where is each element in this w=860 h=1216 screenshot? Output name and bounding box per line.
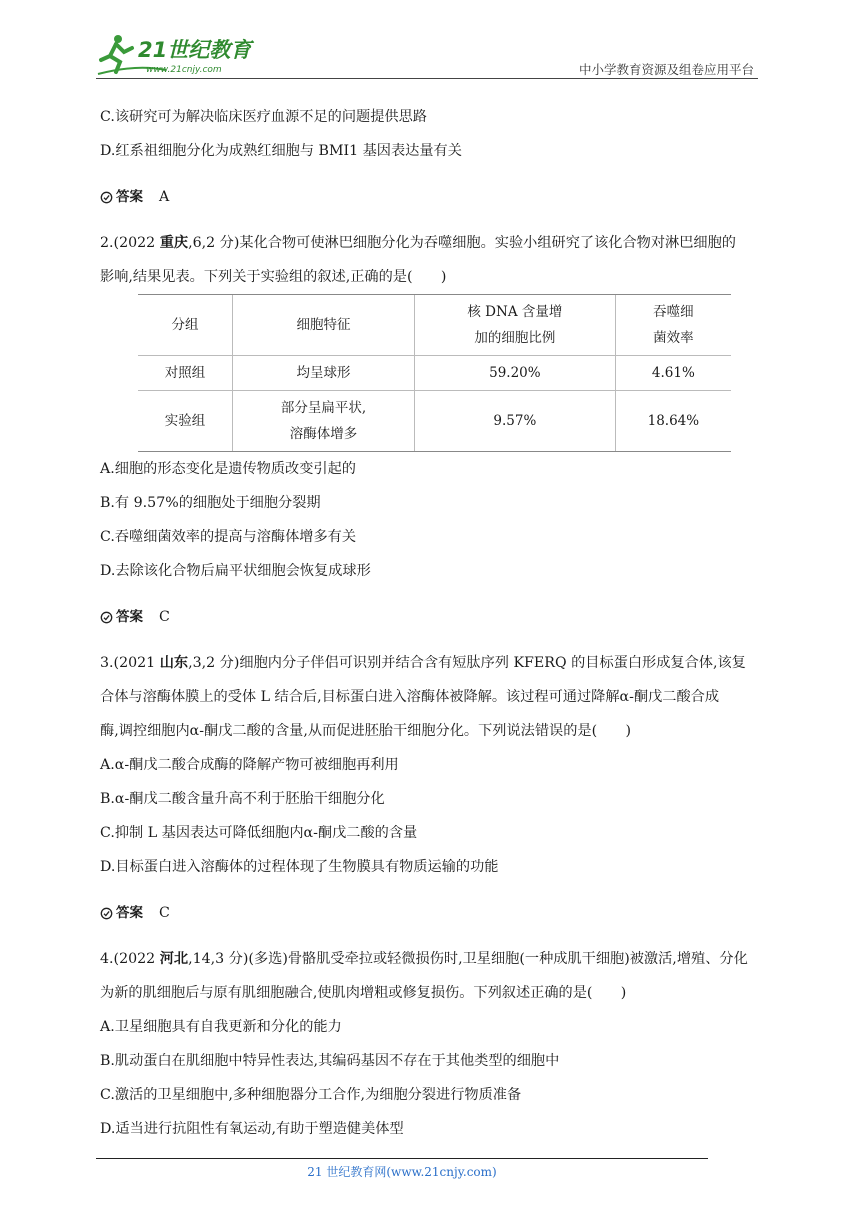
th-group: 分组 xyxy=(138,295,233,356)
q2-prefix: 2.(2022 xyxy=(100,235,160,251)
footer-divider xyxy=(96,1158,708,1159)
th-dna-ratio: 核 DNA 含量增 加的细胞比例 xyxy=(415,295,616,356)
q2-source-rest: ,6,2 分)某化合物可使淋巴细胞分化为吞噬细胞。实验小组研究了该化合物对淋巴细胞的 xyxy=(188,235,736,251)
q2-option-d: D.去除该化合物后扁平状细胞会恢复成球形 xyxy=(100,563,371,579)
q4-prefix: 4.(2022 xyxy=(100,951,160,967)
q2-result-table xyxy=(138,294,731,452)
answer-value: C xyxy=(159,609,170,625)
q4-source-rest: ,14,3 分)(多选)骨骼肌受牵拉或轻微损伤时,卫星细胞(一种成肌干细胞)被激活,增殖、分化 xyxy=(188,951,748,967)
q3-option-b: B.α-酮戊二酸含量升高不利于胚胎干细胞分化 xyxy=(100,791,385,807)
cell-feature: 均呈球形 xyxy=(233,356,415,391)
q1-option-c: C.该研究可为解决临床医疗血源不足的问题提供思路 xyxy=(100,109,427,125)
q3-answer xyxy=(100,896,765,930)
cell-eff: 18.64% xyxy=(615,391,731,452)
page-header xyxy=(96,30,758,80)
q3-option-d: D.目标蛋白进入溶酶体的过程体现了生物膜具有物质运输的功能 xyxy=(100,859,499,875)
logo-subtext: www.21cnjy.com xyxy=(146,65,222,75)
platform-name: 中小学教育资源及组卷应用平台 xyxy=(578,62,754,77)
q3-stem-line3: 酶,调控细胞内α-酮戊二酸的含量,从而促进胚胎干细胞分化。下列说法错误的是( ) xyxy=(100,723,632,739)
q4-option-c: C.激活的卫星细胞中,多种细胞器分工合作,为细胞分裂进行物质准备 xyxy=(100,1087,522,1103)
q2-option-b: B.有 9.57%的细胞处于细胞分裂期 xyxy=(100,495,321,511)
q2-option-a: A.细胞的形态变化是遗传物质改变引起的 xyxy=(100,461,356,477)
cell-eff: 4.61% xyxy=(615,356,731,391)
q4-region: 河北 xyxy=(159,951,189,967)
q1-option-d: D.红系祖细胞分化为成熟红细胞与 BMI1 基因表达量有关 xyxy=(100,143,462,159)
q4-stem-line1 xyxy=(100,942,765,976)
cell-dna: 59.20% xyxy=(415,356,616,391)
table-row xyxy=(138,356,731,391)
runner-logo-icon xyxy=(96,30,266,78)
header-divider xyxy=(96,78,758,79)
q3-prefix: 3.(2021 xyxy=(100,655,160,671)
q4-option-b: B.肌动蛋白在肌细胞中特异性表达,其编码基因不存在于其他类型的细胞中 xyxy=(100,1053,560,1069)
q2-option-c: C.吞噬细菌效率的提高与溶酶体增多有关 xyxy=(100,529,357,545)
q3-source-rest: ,3,2 分)细胞内分子伴侣可识别并结合含有短肽序列 KFERQ 的目标蛋白形成复合体,该复 xyxy=(188,655,746,671)
answer-check-icon xyxy=(100,907,113,920)
q1-answer xyxy=(100,180,765,214)
th-feature: 细胞特征 xyxy=(233,295,415,356)
q4-option-a: A.卫星细胞具有自我更新和分化的能力 xyxy=(100,1019,342,1035)
logo-text: 21世纪教育 xyxy=(138,38,252,62)
answer-label: 答案 xyxy=(116,189,143,205)
answer-check-icon xyxy=(100,191,113,204)
q2-stem-line1 xyxy=(100,226,765,260)
q4-option-d: D.适当进行抗阻性有氧运动,有助于塑造健美体型 xyxy=(100,1121,404,1137)
footer-link[interactable]: 21 世纪教育网(www.21cnjy.com) xyxy=(307,1165,497,1179)
document-body xyxy=(100,100,765,1146)
q2-stem-line2: 影响,结果见表。下列关于实验组的叙述,正确的是( ) xyxy=(100,269,447,285)
q4-stem-line2: 为新的肌细胞后与原有肌细胞融合,使肌肉增粗或修复损伤。下列叙述正确的是( ) xyxy=(100,985,627,1001)
answer-check-icon xyxy=(100,611,113,624)
table-header-row xyxy=(138,295,731,356)
site-logo xyxy=(96,30,266,78)
q2-answer xyxy=(100,600,765,634)
q2-region: 重庆 xyxy=(159,235,189,251)
q3-stem-line2: 合体与溶酶体膜上的受体 L 结合后,目标蛋白进入溶酶体被降解。该过程可通过降解α-酮戊二酸合成 xyxy=(100,689,720,705)
answer-label: 答案 xyxy=(116,609,143,625)
q3-stem-line1 xyxy=(100,646,765,680)
answer-label: 答案 xyxy=(116,905,143,921)
cell-group: 实验组 xyxy=(138,391,233,452)
cell-group: 对照组 xyxy=(138,356,233,391)
q3-option-a: A.α-酮戊二酸合成酶的降解产物可被细胞再利用 xyxy=(100,757,399,773)
cell-feature: 部分呈扁平状, 溶酶体增多 xyxy=(233,391,415,452)
answer-value: C xyxy=(159,905,170,921)
table-row xyxy=(138,391,731,452)
q3-option-c: C.抑制 L 基因表达可降低细胞内α-酮戊二酸的含量 xyxy=(100,825,418,841)
q3-region: 山东 xyxy=(159,655,189,671)
th-phago-eff: 吞噬细 菌效率 xyxy=(615,295,731,356)
answer-value: A xyxy=(159,189,170,205)
cell-dna: 9.57% xyxy=(415,391,616,452)
